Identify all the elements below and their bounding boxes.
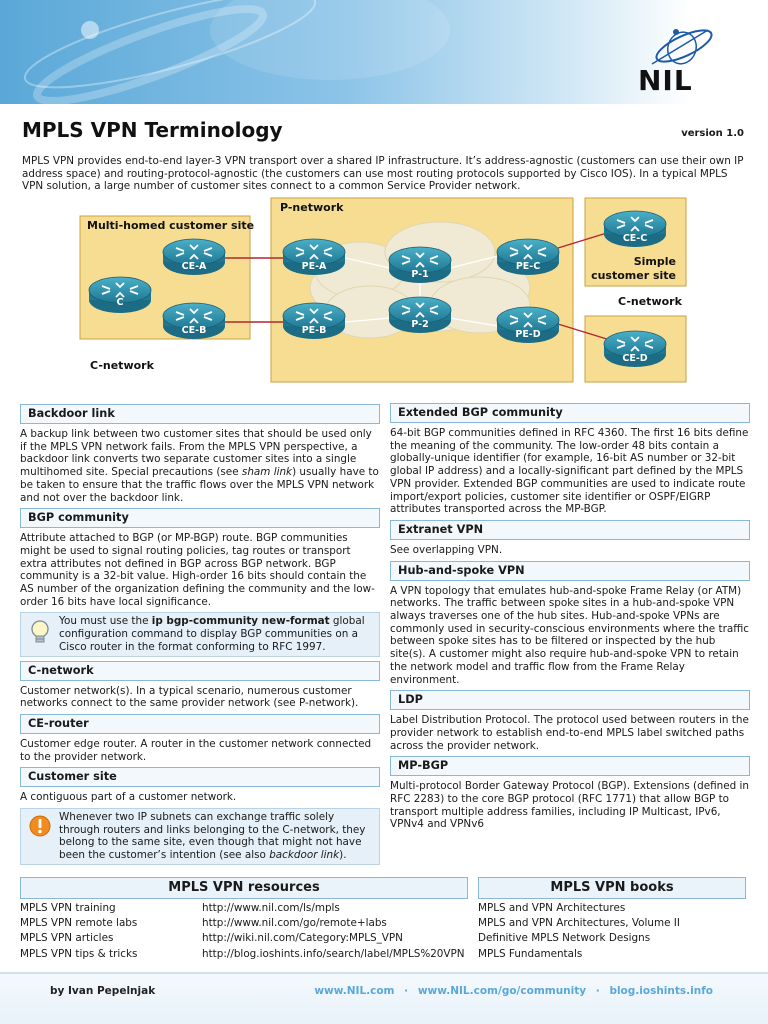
c-network-left-label: C-network xyxy=(90,359,154,372)
hub-spoke-text: A VPN topology that emulates hub-and-spoke Frame Relay (or ATM) networks. The traffic between spoke sites in a hub-and-spoke VPN always traverses one of the hub sites. Hub-and-spoke VPNs are commonly used in security-conscious environments where the traffic between spoke sites has to be filtered or inspected by the hub site(s). A customer might also require hub-and-spoke VPN to retain the network model and traffic flow from the Frame Relay environment. xyxy=(390,584,749,686)
warning-icon xyxy=(29,815,51,841)
router-c xyxy=(89,277,151,313)
network-diagram xyxy=(0,190,768,390)
multi-homed-label: Multi-homed customer site xyxy=(87,219,255,232)
book-item: MPLS Fundamentals xyxy=(478,947,583,960)
router-ce-a xyxy=(163,239,225,275)
resource-row xyxy=(20,916,468,931)
ce-router-text: Customer edge router. A router in the customer network connected to the provider network. xyxy=(20,737,372,763)
network-diagram-svg xyxy=(0,190,768,390)
resource-link[interactable]: http://wiki.nil.com/Category:MPLS_VPN xyxy=(202,932,403,945)
customer-site-text: A contiguous part of a customer network. xyxy=(20,791,237,804)
mp-bgp-text: Multi-protocol Border Gateway Protocol (BGP). Extensions (defined in RFC 2283) to the core BGP protocol (RFC 1771) that allow BGP to transport multiple address families, including IP Multicast, IPv6, VPNv4 and VPNv6 xyxy=(390,780,749,831)
router-ce-c xyxy=(604,211,666,247)
footer-separator: · xyxy=(595,985,600,997)
svg-text:PE-D: PE-D xyxy=(515,329,541,340)
svg-text:CE-D: CE-D xyxy=(622,353,648,364)
simple-site-label-1: Simple xyxy=(633,255,676,268)
footer-link-nil[interactable]: www.NIL.com xyxy=(314,985,395,997)
svg-text:CE-B: CE-B xyxy=(181,325,207,336)
svg-text:P-1: P-1 xyxy=(411,269,429,280)
books-section xyxy=(478,877,746,962)
author-credit: by Ivan Pepelnjak xyxy=(50,985,156,997)
router-pe-b xyxy=(283,303,345,339)
svg-text:CE-C: CE-C xyxy=(622,233,648,244)
router-p-2 xyxy=(389,297,451,333)
resources-heading: MPLS VPN resources xyxy=(20,877,468,899)
resource-name: MPLS VPN articles xyxy=(20,932,114,945)
books-list xyxy=(478,901,746,962)
extranet-vpn-heading: Extranet VPN xyxy=(390,520,750,540)
svg-text:P-2: P-2 xyxy=(411,319,429,330)
resource-name: MPLS VPN training xyxy=(20,902,116,914)
svg-text:CE-A: CE-A xyxy=(181,261,207,272)
c-network-text: Customer network(s). In a typical scenario, numerous customer networks connect to the same provider network (see P-network). xyxy=(20,684,359,710)
resource-link[interactable]: http://www.nil.com/go/remote+labs xyxy=(202,917,387,930)
backdoor-link-heading: Backdoor link xyxy=(20,404,380,424)
resources-list xyxy=(20,901,468,962)
router-p-1 xyxy=(389,247,451,283)
footer-link-blog[interactable]: blog.ioshints.info xyxy=(609,985,713,997)
ldp-text: Label Distribution Protocol. The protocol used between routers in the provider network to establish end-to-end MPLS label switched paths across the provider network. xyxy=(390,714,749,752)
router-pe-a xyxy=(283,239,345,275)
bgp-community-tip: You must use the ip bgp-community new-format global configuration command to display BGP communities on a Cisco router in the format conforming to RFC 1997. xyxy=(20,612,380,656)
logo-text: NIL xyxy=(638,64,693,97)
mp-bgp-heading: MP-BGP xyxy=(390,756,750,776)
svg-text:PE-A: PE-A xyxy=(301,261,327,272)
extranet-vpn-text: See overlapping VPN. xyxy=(390,543,503,556)
extended-bgp-text: 64-bit BGP communities defined in RFC 4360. The first 16 bits define the meaning of the community. The low-order 48 bits contain a globally-unique identifier (for example, 16-bit AS number or 32-bit global IP address) and a locally-significant part defined by the MPLS VPN provider. Extended BGP communities are used to indicate route import/export policies, customer site identifier or OSPF/EIGRP attributes transported across the MP-BGP. xyxy=(390,427,749,516)
resource-row xyxy=(20,931,468,946)
bgp-community-text: Attribute attached to BGP (or MP-BGP) route. BGP communities might be used to signal routing policies, tag routes or transport extra attributes not defined in BGP across BGP network. BGP community is a 32-bit value. High-order 16 bits should contain the AS number of the organization defining the community and the low-order 16 bits have local significance. xyxy=(20,532,375,608)
ldp-heading: LDP xyxy=(390,690,750,710)
ce-router-heading: CE-router xyxy=(20,714,380,734)
book-item: Definitive MPLS Network Designs xyxy=(478,932,651,945)
simple-site-label-2: customer site xyxy=(591,269,676,282)
c-network-right-label: C-network xyxy=(618,295,682,308)
bgp-community-heading: BGP community xyxy=(20,508,380,528)
router-ce-b xyxy=(163,303,225,339)
extended-bgp-heading: Extended BGP community xyxy=(390,403,750,423)
footer-separator: · xyxy=(404,985,409,997)
resource-name: MPLS VPN remote labs xyxy=(20,917,138,930)
resource-row xyxy=(20,947,468,962)
footer-links xyxy=(311,985,716,997)
footer-bar xyxy=(0,974,768,1024)
page-title: MPLS VPN Terminology xyxy=(22,118,283,142)
customer-site-warning: Whenever two IP subnets can exchange traffic solely through routers and links belonging to the C-network, they belong to the same site, even though that might not have been the customer’s intention (see also backdoor link). xyxy=(20,808,380,865)
intro-paragraph: MPLS VPN provides end-to-end layer-3 VPN transport over a shared IP infrastructure. It’s address-agnostic (customers can use their own IP address space) and routing-protocol-agnostic (the customers can use most routing protocols supported by Cisco IOS). In a typical MPLS VPN solution, a large number of customer sites connect to a common Service Provider network. xyxy=(22,155,744,193)
backdoor-link-text: A backup link between two customer sites that should be used only if the MPLS VPN network fails. From the MPLS VPN perspective, a backdoor link converts two separate customer sites into a single multihomed site. Special precautions (see sham link) usually have to be taken to ensure that the traffic flows over the MPLS VPN network and not over the backdoor link. xyxy=(20,428,379,504)
customer-site-heading: Customer site xyxy=(20,767,380,787)
hub-spoke-heading: Hub-and-spoke VPN xyxy=(390,561,750,581)
book-item: MPLS and VPN Architectures, Volume II xyxy=(478,917,680,930)
svg-text:C: C xyxy=(116,297,124,308)
resource-link[interactable]: http://www.nil.com/ls/mpls xyxy=(202,902,340,914)
c-network-heading: C-network xyxy=(20,661,380,681)
resource-name: MPLS VPN tips & tricks xyxy=(20,947,138,960)
books-heading: MPLS VPN books xyxy=(478,877,746,899)
resource-link[interactable]: http://blog.ioshints.info/search/label/MPLS%20VPN xyxy=(202,947,465,960)
lightbulb-icon xyxy=(29,619,51,645)
svg-text:PE-B: PE-B xyxy=(301,325,327,336)
left-column xyxy=(20,404,380,869)
right-column xyxy=(390,403,750,835)
p-network-label: P-network xyxy=(280,201,344,214)
svg-text:PE-C: PE-C xyxy=(515,261,541,272)
router-ce-d xyxy=(604,331,666,367)
nil-logo xyxy=(632,20,722,100)
book-item: MPLS and VPN Architectures xyxy=(478,902,626,914)
resources-section xyxy=(20,877,468,962)
version-label: version 1.0 xyxy=(681,128,744,139)
resource-row xyxy=(20,901,468,916)
router-pe-c xyxy=(497,239,559,275)
router-pe-d xyxy=(497,307,559,343)
footer-link-community[interactable]: www.NIL.com/go/community xyxy=(417,985,587,997)
